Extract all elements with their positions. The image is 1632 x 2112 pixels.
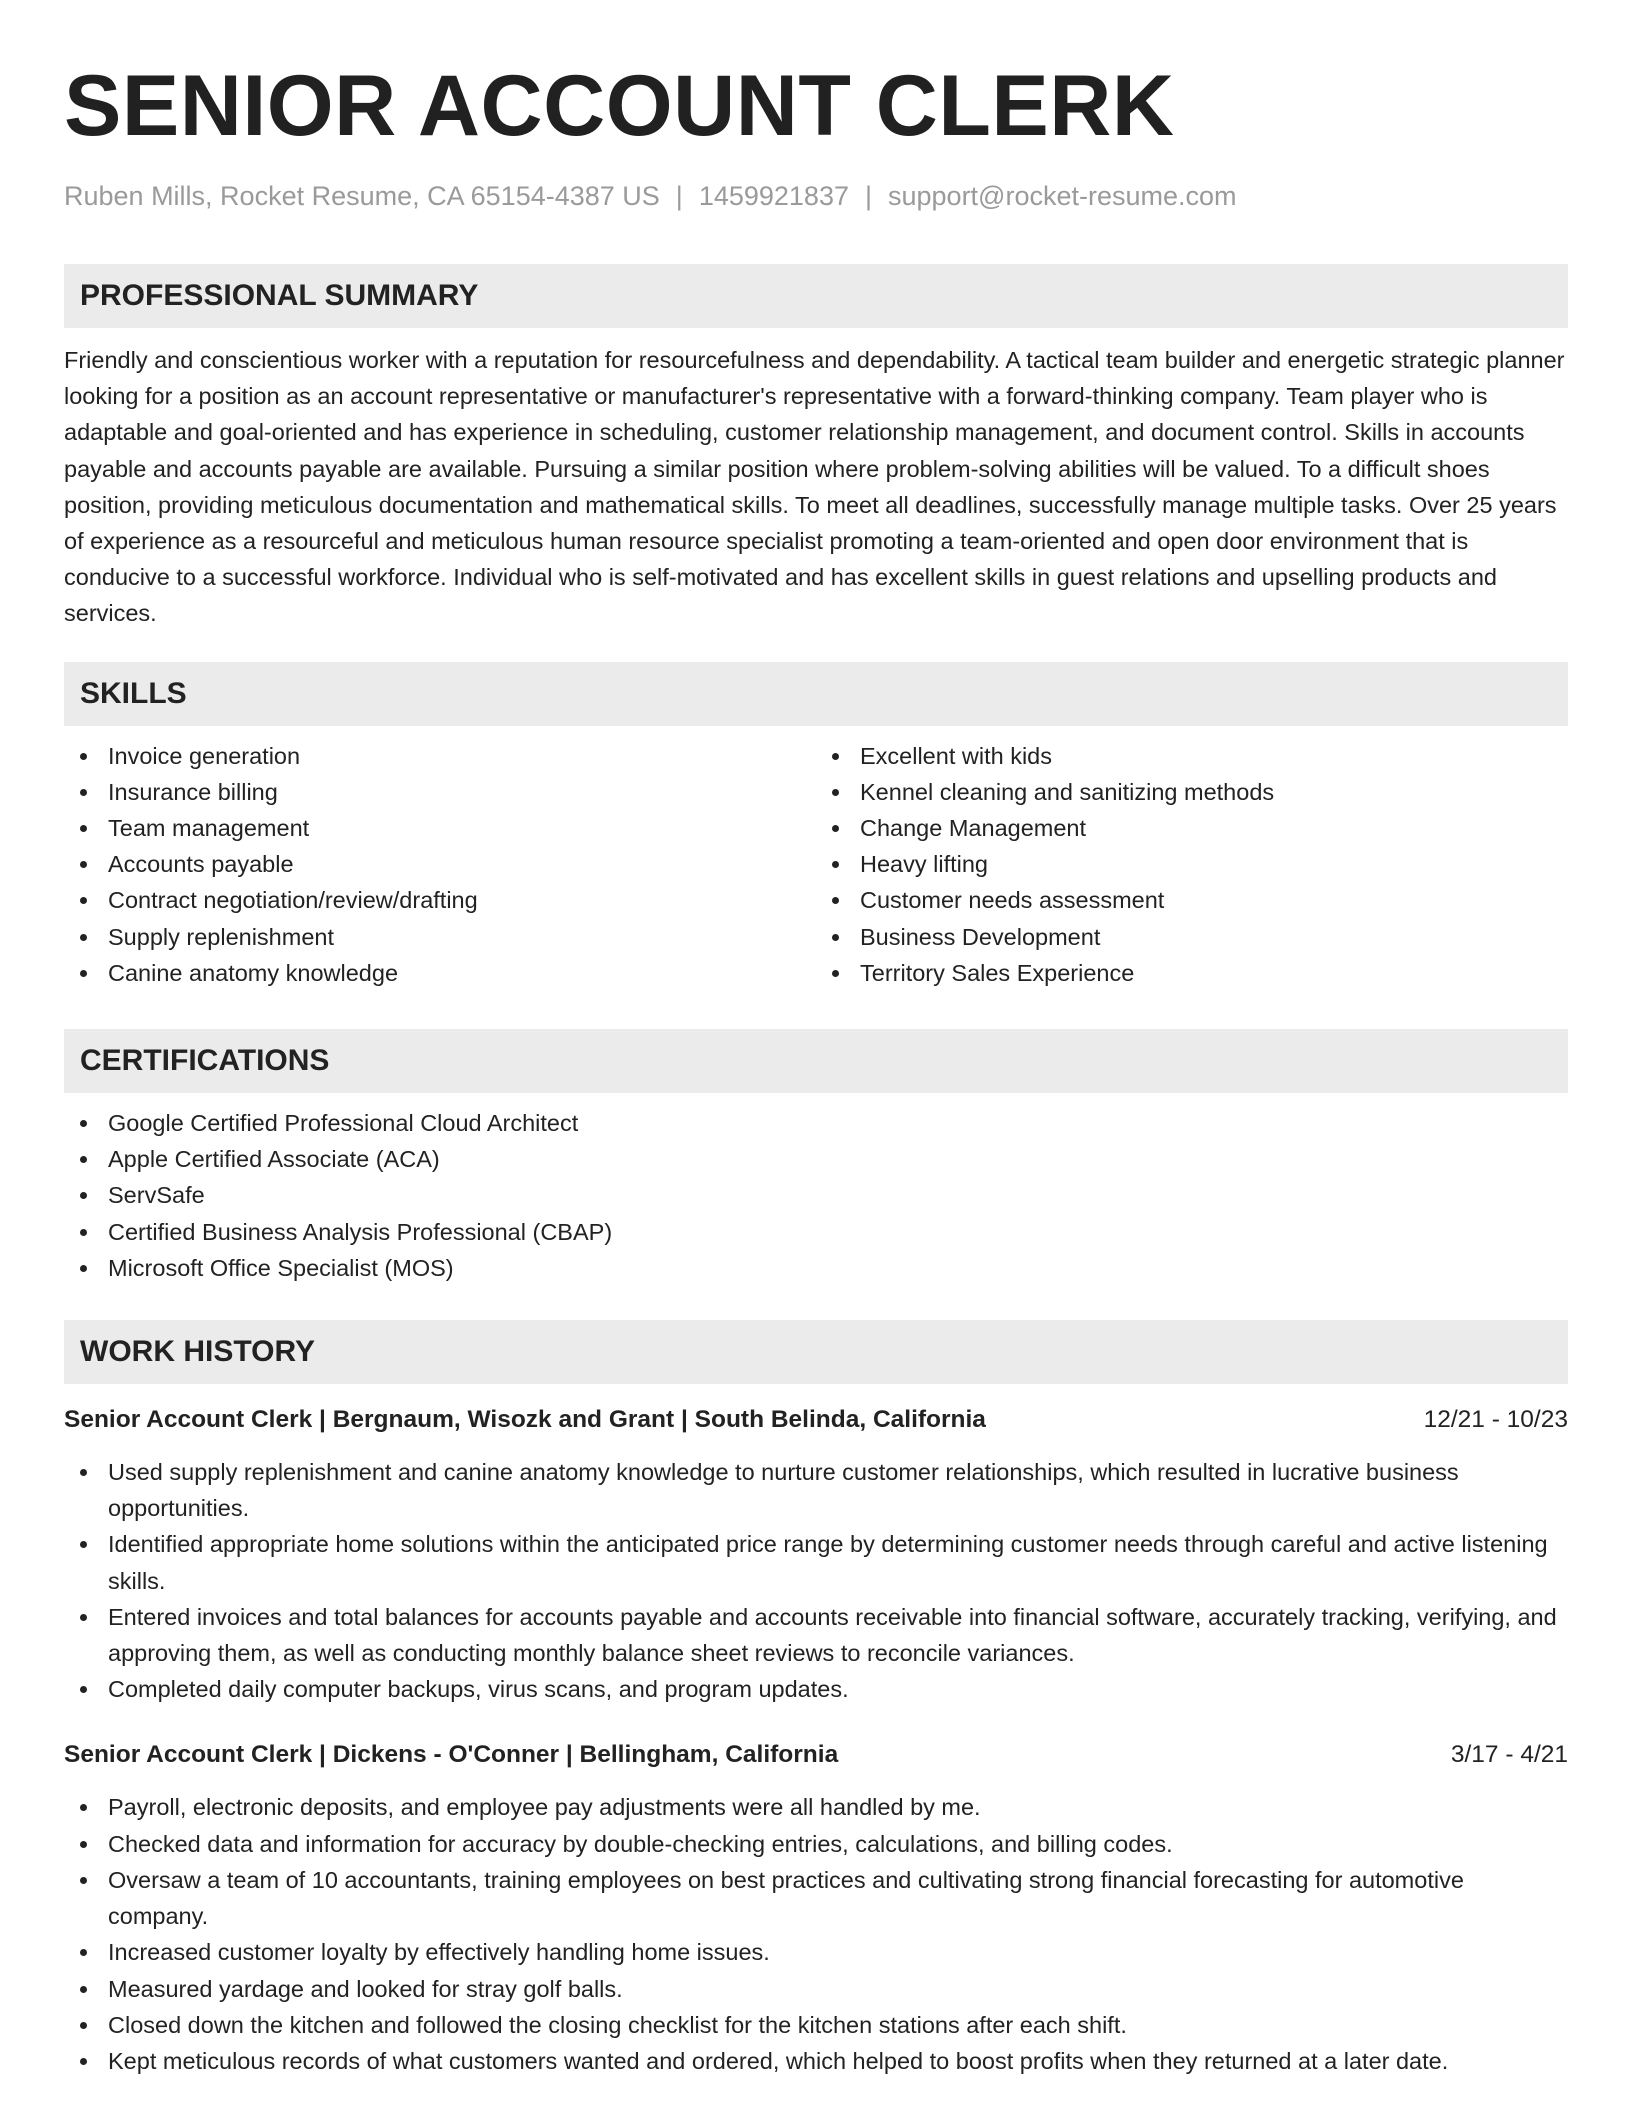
job-title: Senior Account Clerk | Bergnaum, Wisozk and Grant | South Belinda, California: [64, 1406, 986, 1434]
job-bullet: Checked data and information for accuracy by double-checking entries, calculations, and billing codes.: [64, 1826, 1568, 1862]
job-bullet: Identified appropriate home solutions within the anticipated price range by determining customer needs through careful and active listening skills.: [64, 1526, 1568, 1598]
skill-item: Accounts payable: [64, 846, 816, 882]
certification-item: Google Certified Professional Cloud Architect: [64, 1105, 1568, 1141]
certifications-section-header: CERTIFICATIONS: [64, 1029, 1568, 1093]
job-bullet: Entered invoices and total balances for accounts payable and accounts receivable into financial software, accurately tracking, verifying, and approving them, as well as conducting monthly balance sheet reviews to reconcile variances.: [64, 1599, 1568, 1671]
job-bullet: Measured yardage and looked for stray golf balls.: [64, 1971, 1568, 2007]
certification-item: Microsoft Office Specialist (MOS): [64, 1250, 1568, 1286]
skill-item: Contract negotiation/review/drafting: [64, 882, 816, 918]
skill-item: Team management: [64, 810, 816, 846]
skill-item: Heavy lifting: [816, 846, 1568, 882]
skill-item: Excellent with kids: [816, 738, 1568, 774]
job-dates: 12/21 - 10/23: [1423, 1406, 1568, 1434]
certification-item: ServSafe: [64, 1177, 1568, 1213]
work-history-section-header: WORK HISTORY: [64, 1320, 1568, 1384]
contact-line: [64, 178, 1568, 214]
job-header: [64, 1402, 1568, 1438]
job-bullets: [64, 1789, 1568, 2079]
contact-separator: |: [864, 181, 872, 211]
job-bullet: Closed down the kitchen and followed the closing checklist for the kitchen stations after each shift.: [64, 2007, 1568, 2043]
skill-item: Canine anatomy knowledge: [64, 955, 816, 991]
job-bullets: [64, 1454, 1568, 1707]
summary-section-header: PROFESSIONAL SUMMARY: [64, 264, 1568, 328]
job-title: Senior Account Clerk | Dickens - O'Conner | Bellingham, California: [64, 1741, 839, 1769]
job-bullet: Kept meticulous records of what customers wanted and ordered, which helped to boost profits when they returned at a later date.: [64, 2043, 1568, 2079]
certification-item: Certified Business Analysis Professional (CBAP): [64, 1214, 1568, 1250]
job-bullet: Oversaw a team of 10 accountants, training employees on best practices and cultivating strong financial forecasting for automotive company.: [64, 1862, 1568, 1934]
job-bullet: Used supply replenishment and canine anatomy knowledge to nurture customer relationships, which resulted in lucrative business opportunities.: [64, 1454, 1568, 1526]
certifications-list: [64, 1105, 1568, 1286]
skill-item: Territory Sales Experience: [816, 955, 1568, 991]
skill-item: Business Development: [816, 919, 1568, 955]
skill-item: Kennel cleaning and sanitizing methods: [816, 774, 1568, 810]
job-dates: 3/17 - 4/21: [1450, 1741, 1568, 1769]
skill-item: Change Management: [816, 810, 1568, 846]
certification-item: Apple Certified Associate (ACA): [64, 1141, 1568, 1177]
skill-item: Customer needs assessment: [816, 882, 1568, 918]
skills-list: [64, 738, 1568, 991]
contact-separator: |: [675, 181, 683, 211]
job-bullet: Completed daily computer backups, virus scans, and program updates.: [64, 1671, 1568, 1707]
skill-item: Supply replenishment: [64, 919, 816, 955]
job-entry: [64, 1737, 1568, 2079]
job-entry: [64, 1402, 1568, 1707]
contact-phone: 1459921837: [698, 181, 849, 211]
job-bullet: Payroll, electronic deposits, and employee pay adjustments were all handled by me.: [64, 1789, 1568, 1825]
skills-column-right: [816, 738, 1568, 991]
skills-column-left: [64, 738, 816, 991]
contact-email: support@rocket-resume.com: [888, 181, 1237, 211]
skill-item: Insurance billing: [64, 774, 816, 810]
skills-section-header: SKILLS: [64, 662, 1568, 726]
resume-title: SENIOR ACCOUNT CLERK: [64, 58, 1175, 154]
job-header: [64, 1737, 1568, 1773]
summary-text: Friendly and conscientious worker with a reputation for resourcefulness and dependability. A tactical team builder and energetic strategic planner looking for a position as an account representative or manufacturer's representative with a forward-thinking company. Team player who is adaptable and goal-oriented and has experience in scheduling, customer relationship management, and document control. Skills in accounts payable and accounts payable are available. Pursuing a similar position where problem-solving abilities will be valued. To a difficult shoes position, providing meticulous documentation and mathematical skills. To meet all deadlines, successfully manage multiple tasks. Over 25 years of experience as a resourceful and meticulous human resource specialist promoting a team-oriented and open door environment that is conducive to a successful workforce. Individual who is self-motivated and has excellent skills in guest relations and upselling products and services.: [64, 347, 1565, 627]
skill-item: Invoice generation: [64, 738, 816, 774]
contact-address: Ruben Mills, Rocket Resume, CA 65154-4387 US: [64, 181, 660, 211]
job-bullet: Increased customer loyalty by effectively handling home issues.: [64, 1934, 1568, 1970]
